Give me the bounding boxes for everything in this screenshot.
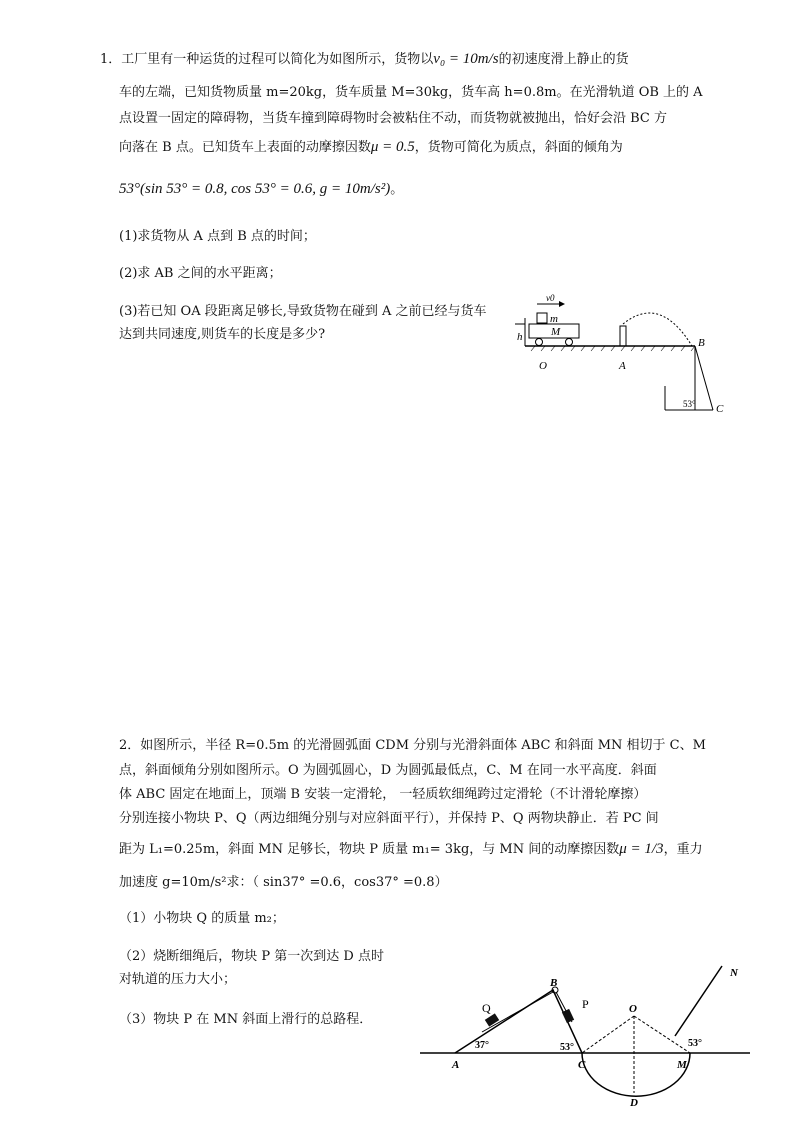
label-B2: B [550, 977, 558, 989]
velocity-arrow-head [559, 301, 565, 307]
trajectory-arc [623, 313, 692, 346]
formula-mu-2: μ = 1/3 [619, 841, 664, 857]
block-Q [485, 1013, 499, 1026]
problem2-line4: 分别连接小物块 P、Q（两边细绳分别与对应斜面平行），并保持 P、Q 两物块静止．若 PC 间 [119, 811, 659, 826]
problem1-question-3b: 达到共同速度,则货车的长度是多少? [119, 327, 326, 342]
label-D: D [630, 1097, 638, 1109]
label-C2: C [578, 1059, 586, 1071]
formula-v0: v₀ = 10m/s [433, 51, 499, 67]
problem1-line1: 1．工厂里有一种运货的过程可以简化为如图所示，货物以v₀ = 10m/s的初速度滑上静止的货 [100, 51, 629, 67]
label-C: C [716, 403, 724, 415]
problem2-number: 2． [119, 738, 141, 753]
formula-angle: 53°(sin 53° = 0.8, cos 53° = 0.6, g = 10m/s²) [119, 181, 391, 197]
label-v0: v0 [546, 293, 555, 303]
label-A: A [619, 360, 626, 372]
label-N: N [730, 967, 738, 979]
figure-cart-track [515, 290, 725, 420]
label-Q: Q [482, 1001, 491, 1015]
problem2-line5: 距为 L₁=0.25m，斜面 MN 足够长，物块 P 质量 m₁= 3kg，与 MN 间的动摩擦因数μ = 1/3，重力 [119, 841, 703, 857]
label-m: m [550, 313, 558, 325]
construction-lines [582, 1016, 690, 1093]
label-O2: O [629, 1003, 637, 1015]
formula-mu: μ = 0.5 [370, 139, 415, 155]
incline-MN [675, 966, 722, 1036]
problem2-question-1: （1）小物块 Q 的质量 m₂； [119, 911, 285, 926]
slope-BC [695, 346, 713, 410]
label-angle-53-right: 53° [688, 1038, 702, 1049]
label-P: P [582, 997, 589, 1011]
label-angle-53: 53° [683, 399, 696, 409]
cargo-block [537, 313, 547, 323]
problem1-line4: 向落在 B 点。已知货车上表面的动摩擦因数μ = 0.5，货物可简化为质点，斜面的倾角为 [119, 139, 623, 155]
problem1-line2: 车的左端，已知货物质量 m=20kg，货车质量 M=30kg，货车高 h=0.8m。在光滑轨道 OB 上的 A [119, 85, 703, 100]
problem1-question-2: (2)求 AB 之间的水平距离； [119, 266, 282, 281]
label-angle-53-left: 53° [560, 1042, 574, 1053]
problem1-number: 1． [100, 52, 122, 67]
label-angle-37: 37° [475, 1040, 489, 1051]
label-O: O [539, 360, 547, 372]
arc-CDM [582, 1053, 690, 1096]
problem2-question-2b: 对轨道的压力大小； [119, 972, 237, 987]
label-M: M [551, 326, 561, 338]
problem2-question-2a: （2）烧断细绳后，物块 P 第一次到达 D 点时 [119, 949, 384, 964]
block-P [562, 1009, 574, 1023]
label-M: M [677, 1059, 687, 1071]
rope-left [482, 992, 553, 1032]
label-A2: A [452, 1059, 460, 1071]
cart-wheel-right [566, 339, 573, 346]
problem2-line6: 加速度 g=10m/s²求：（ sin37° =0.6，cos37° =0.8） [119, 875, 448, 890]
problem2-line1: 2．如图所示，半径 R=0.5m 的光滑圆弧面 CDM 分别与光滑斜面体 ABC 和斜面 MN 相切于 C、M [119, 738, 706, 753]
problem1-line3: 点设置一固定的障碍物，当货车撞到障碍物时会被粘住不动，而货物就被抛出，恰好会沿 BC 方 [119, 111, 668, 126]
label-h: h [517, 331, 523, 343]
figure-incline-arc [420, 960, 750, 1120]
problem2-line2: 点，斜面倾角分别如图所示。O 为圆弧圆心，D 为圆弧最低点，C、M 在同一水平高度．斜面 [119, 763, 657, 778]
problem1-line5: 53°(sin 53° = 0.8, cos 53° = 0.6, g = 10m/s²)。 [119, 181, 404, 197]
problem2-line3: 体 ABC 固定在地面上，顶端 B 安装一定滑轮， 一轻质软细绳跨过定滑轮（不计滑轮摩擦） [119, 787, 647, 802]
problem2-question-3: （3）物块 P 在 MN 斜面上滑行的总路程． [119, 1012, 373, 1027]
problem1-question-3a: (3)若已知 OA 段距离足够长,导致货物在碰到 A 之前已经与货车 [119, 304, 487, 319]
cart-wheel-left [536, 339, 543, 346]
problem1-question-1: (1)求货物从 A 点到 B 点的时间； [119, 229, 316, 244]
label-B: B [698, 337, 705, 349]
obstacle-A [620, 326, 626, 346]
